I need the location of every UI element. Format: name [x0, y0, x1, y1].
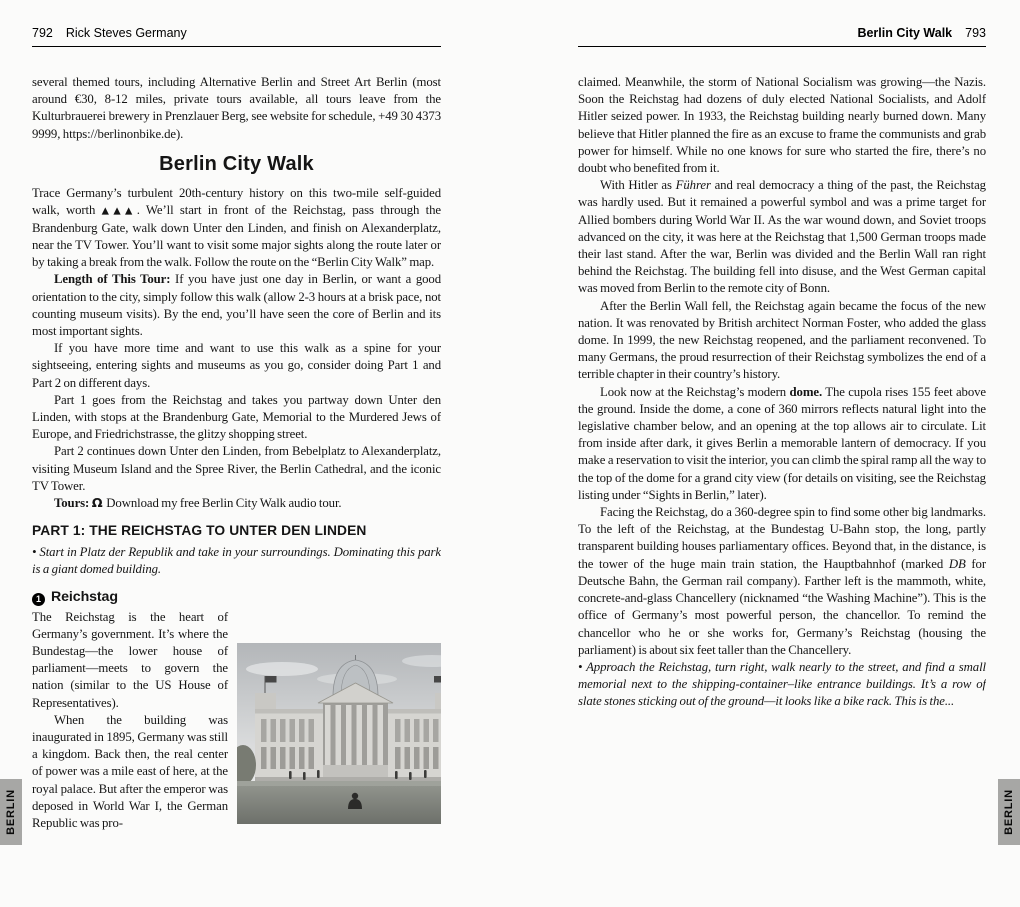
dome-paragraph	[578, 384, 986, 504]
photo-lawn	[237, 786, 441, 824]
text-run: The cupola rises 155 feet above the ground. Inside the dome, a cone of 360 mirrors reflects natural light into the legislative chamber below, and an opening at the top allows air to circulate. Lit from inside after dark, it gives Berlin a memorable lantern of democracy. If you make a reservation to visit the interior, you can climb the spiral ramp all the way to the top of the dome for a grand city view (for details on visiting, see the Reichstag listing under “Sights in Berlin,” later).	[578, 384, 986, 502]
text-run: several themed tours, including Alternative Berlin and Street Art Berlin (most around €30, 8-12 miles, private tours available, all tours leave from the Kulturbrauerei brewery in Prenzlauer Berg, see website for schedule, +49 30 4373 9999, https://berlinonbike.de).	[32, 75, 441, 141]
reichstag-photo	[237, 643, 441, 824]
left-page-body	[32, 74, 441, 832]
text-run: Part 2 continues down Unter den Linden, from Bebelplatz to Alexanderplatz, visiting Museum Island and the Spree River, the Berlin Cathedral, and the iconic TV Tower.	[32, 444, 441, 493]
photo-flag	[434, 676, 441, 683]
text-run: • Start in Platz der Republik and take in your surroundings. Dominating this park is a giant domed building.	[32, 545, 441, 577]
side-tab-label: BERLIN	[5, 789, 17, 835]
length-of-tour-paragraph	[32, 271, 441, 340]
walking-direction-note	[32, 544, 441, 578]
text-run: and real democracy a thing of the past, the Reichstag was hardly used. But it remained a powerful symbol and was a prime target for Allied bombers during World War II. As the war wound down, and Soviet troops advanced on the city, it was here at the Reichstag that 1,500 German troops made their last stand. After the war, Berlin was divided and the Berlin Wall ran right behind the Reichstag. The building fell into disuse, and the West German capital was moved from Berlin to the remote city of Bonn.	[578, 178, 986, 296]
reunification-paragraph	[578, 298, 986, 384]
left-header-rule	[32, 46, 441, 47]
left-page-number: 792	[32, 26, 53, 40]
right-page-number: 793	[965, 26, 986, 40]
text-run: Facing the Reichstag, do a 360-degree spin to find some other big landmarks. To the left of the Reichstag, at the Bundestag U-Bahn stop, the long, partly transparent building houses parliamentary offices. Beyond that, in the distance, is the tower of the huge main train station, the Hauptbahnhof (marked	[578, 505, 986, 571]
landmarks-paragraph	[578, 504, 986, 659]
reichstag-photo-illustration	[237, 643, 441, 824]
tours-paragraph	[32, 495, 441, 512]
text-run: Führer	[675, 178, 711, 193]
photo-flag	[266, 676, 277, 683]
text-run: Length of This Tour:	[54, 272, 176, 287]
text-run: Tours:	[54, 495, 92, 510]
sight-number-badge: 1	[32, 593, 45, 606]
text-run: . We’ll start in front of the Reichstag, pass through the Brandenburg Gate, walk down Unter den Linden, and finish on Alexanderplatz, near the TV Tower. You’ll want to visit some major sights along the route later or by taking a break from the walk. Follow the route on the “Berlin City Walk” map.	[32, 203, 441, 270]
side-tab-berlin-right	[998, 779, 1020, 845]
nazism-paragraph	[578, 74, 986, 177]
side-tab-berlin-left	[0, 779, 22, 845]
right-page-body	[578, 74, 986, 711]
photo-sitting-person	[352, 792, 358, 798]
text-run: The Reichstag is the heart of Germany’s government. It’s where the Bundestag—the lower house of parliament—meets to govern the nation (similar to the US House of Representatives).	[32, 609, 228, 710]
right-page-header	[578, 26, 986, 40]
text-run: claimed. Meanwhile, the storm of National Socialism was growing—the Nazis. Soon the Reichstag had dozens of duly elected National Socialists, and Adolf Hitler seized power. In 1933, the Reichstag building nearly burned down. Many believe that Hitler planned the fire as an excuse to frame the communists and grab power for himself. While no one knows for sure who started the fire, there’s no doubt who benefited from it.	[578, 75, 986, 176]
walking-direction-note	[578, 659, 986, 711]
text-run: Trace Germany’s turbulent 20th-century history on this two-mile self-guided walk, worth	[32, 185, 441, 218]
text-run: With Hitler as	[600, 178, 676, 193]
right-header-rule	[578, 46, 986, 47]
text-run: If you have more time and want to use this walk as a spine for your sightseeing, entering sights and museums as you go, consider doing Part 1 and Part 2 on different days.	[32, 341, 441, 390]
book-title: Rick Steves Germany	[65, 26, 187, 40]
reichstag-sight-heading	[32, 588, 441, 606]
left-page	[32, 26, 441, 882]
part1-section-heading	[32, 522, 441, 540]
left-page-header	[32, 26, 441, 40]
text-run: PART 1: THE REICHSTAG TO UNTER DEN LINDEN	[32, 523, 367, 539]
spine-paragraph	[32, 340, 441, 392]
part1-summary-paragraph	[32, 392, 441, 444]
text-run: Download my free Berlin City Walk audio tour.	[106, 495, 342, 510]
text-run: Look now at the Reichstag’s modern	[600, 384, 790, 399]
walk-overview-paragraph	[32, 185, 441, 272]
intro-continuation-paragraph	[32, 74, 441, 143]
text-run: When the building was inaugurated in 1895, Germany was still a kingdom. Back then, the real center of power was a mile east of here, at the royal palace. But after the emperor was deposed in World War I, the German Republic was pro-	[32, 712, 228, 831]
text-run: If you have just one day in Berlin, or want a good orientation to the city, simply follow this walk (allow 2-3 hours at a brisk pace, not counting museum visits). By the end, you’ll have seen the core of Berlin and its most important sights.	[32, 272, 441, 338]
rating-triangles-icon: ▲▲▲	[101, 205, 137, 217]
part2-summary-paragraph	[32, 443, 441, 495]
text-run: for Deutsche Bahn, the German rail company). Farther left is the mammoth, white, concrete-and-glass Chancellery (nicknamed “the Washing Machine”). This is the office of Germany’s most powerful person, the chancellor. To remind the chancellor who he or she works for, Germany’s Reichstag (housing the parliament) is about six feet taller than the Chancellery.	[578, 556, 986, 657]
text-run: • Approach the Reichstag, turn right, walk nearly to the street, and find a small memorial next to the shipping-container–like entrance buildings. It’s a row of slate stones sticking out of the ground—it looks like a bike rack. This is the...	[578, 659, 986, 709]
text-run: After the Berlin Wall fell, the Reichstag again became the focus of the new nation. It was renovated by British architect Norman Foster, who added the glass dome. In 1999, the new Reichstag reopened, and the parliament reconvened. To many Germans, the proud resurrection of their Reichstag symbolizes the end of a terrible chapter in their country’s history.	[578, 298, 986, 382]
headphones-icon: Ω	[91, 495, 107, 511]
right-page	[578, 26, 986, 882]
text-run: Part 1 goes from the Reichstag and takes you partway down Unter den Linden, with stops at the Brandenburg Gate, Memorial to the Murdered Jews of Europe, and Friedrichstrasse, the glitzy shopping street.	[32, 392, 441, 442]
wwii-paragraph	[578, 177, 986, 297]
side-tab-label: BERLIN	[1003, 789, 1015, 835]
text-run: DB	[948, 556, 966, 571]
chapter-heading	[32, 151, 441, 177]
sight-name: Reichstag	[51, 588, 118, 605]
text-run: Berlin City Walk	[159, 152, 314, 175]
chapter-title: Berlin City Walk	[857, 26, 953, 40]
text-run: dome.	[789, 384, 823, 399]
